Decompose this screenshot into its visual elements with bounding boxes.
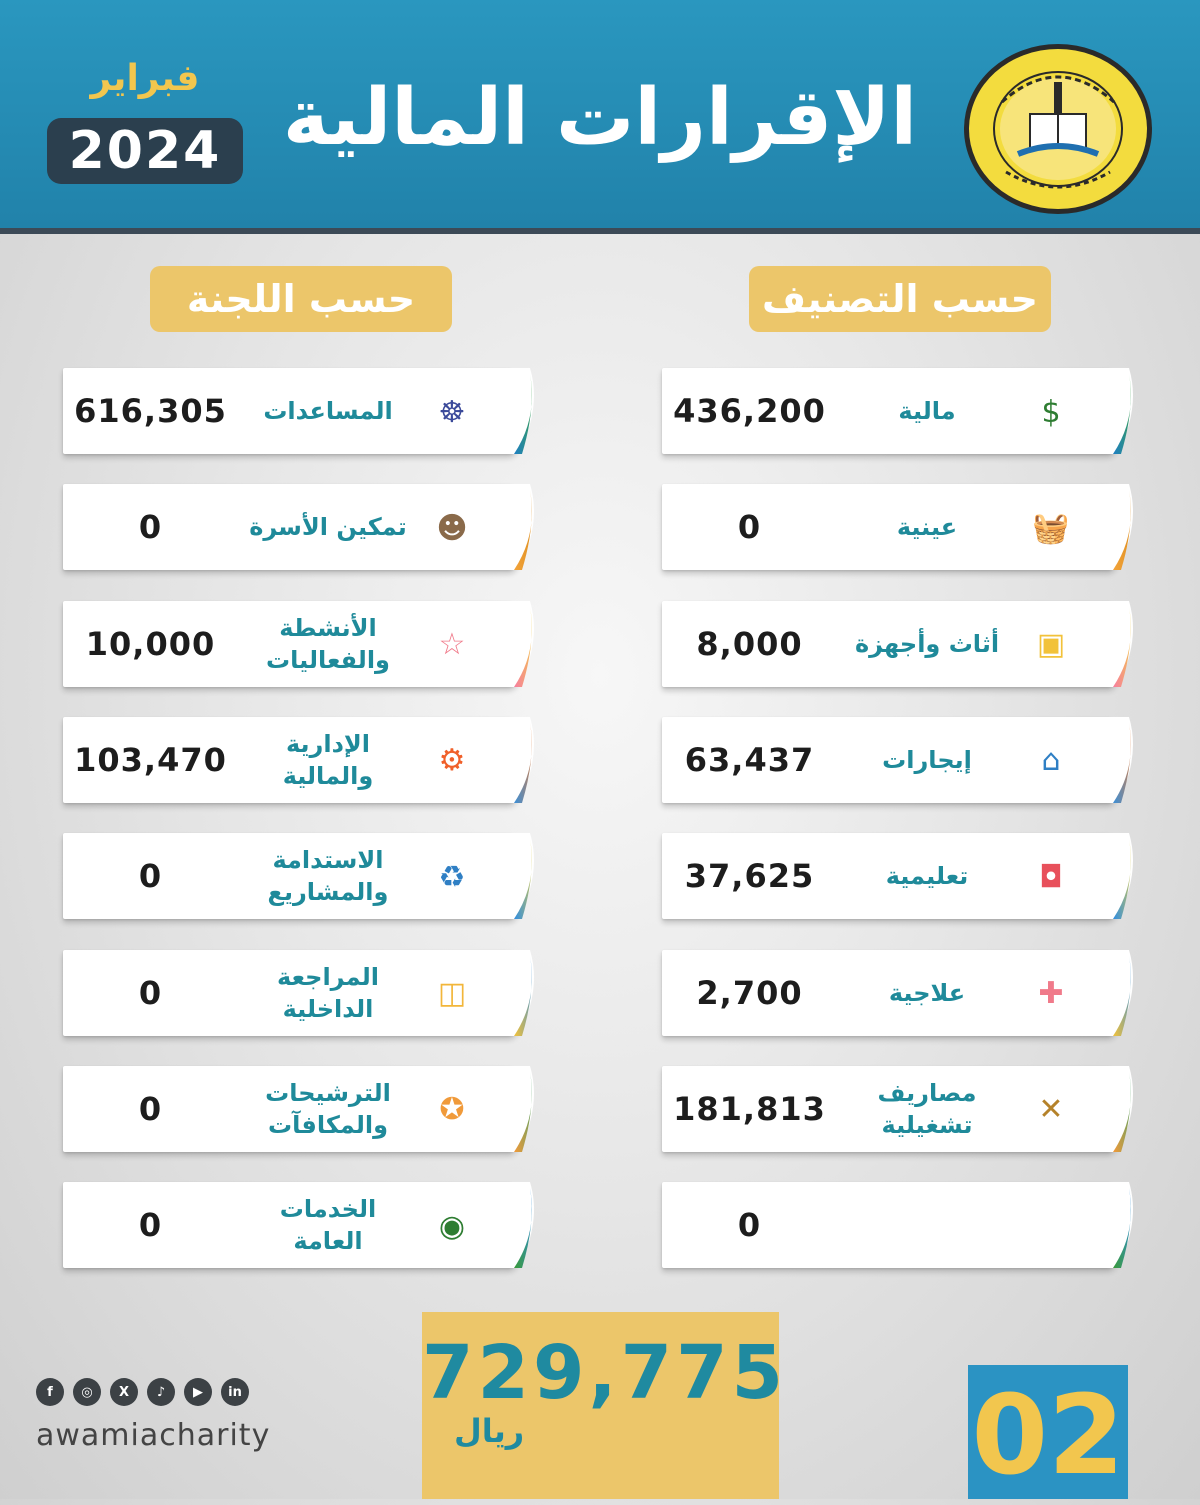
tools-icon: ✕ (1038, 1092, 1064, 1128)
item-label: الاستدامة والمشاريع (267, 846, 389, 907)
list-item (662, 1066, 1117, 1152)
list-item (63, 833, 518, 919)
award-badge-icon: ✪ (439, 1092, 465, 1128)
item-label: الأنشطة والفعاليات (266, 613, 390, 674)
item-label: المساعدات (263, 397, 393, 425)
item-value: 0 (138, 1206, 163, 1245)
public-services-icon: ◉ (438, 1208, 466, 1244)
list-item (662, 484, 1117, 570)
page-curl-decoration (508, 368, 548, 454)
page-curl-decoration (1107, 601, 1147, 687)
page-curl-decoration (1107, 833, 1147, 919)
facebook-icon[interactable]: f (36, 1378, 64, 1406)
medicine-icon: ✚ (1038, 976, 1064, 1011)
hand-coin-icon: $ (1041, 394, 1061, 430)
item-value: 616,305 (74, 392, 227, 430)
backpack-icon: ◘ (1039, 859, 1063, 895)
linkedin-icon[interactable]: in (221, 1378, 249, 1406)
item-value: 2,700 (696, 973, 803, 1012)
page-curl-decoration (508, 484, 548, 570)
year-badge: 2024 (47, 118, 243, 184)
item-label: الخدمات العامة (279, 1195, 377, 1256)
calendar-star-icon: ☆ (438, 627, 466, 663)
item-label: عينية (896, 513, 958, 542)
page-curl-decoration (508, 833, 548, 919)
social-icons (36, 1378, 249, 1406)
family-icon: ☻ (436, 510, 468, 546)
item-value: 0 (737, 1206, 762, 1245)
item-value: 0 (138, 857, 163, 896)
social-handle[interactable]: awamiacharity (36, 1418, 271, 1453)
list-item (662, 950, 1117, 1036)
total-box (422, 1312, 788, 1499)
item-value: 0 (138, 1089, 163, 1128)
charity-seal-logo (962, 42, 1154, 217)
page-number-box (968, 1365, 1128, 1499)
list-item (63, 950, 518, 1036)
page-curl-decoration (1107, 1066, 1147, 1152)
page-curl-decoration (508, 1182, 548, 1268)
list-item (63, 1182, 518, 1268)
item-label: المراجعة الداخلية (277, 962, 379, 1023)
list-item (63, 368, 518, 454)
item-value: 436,200 (673, 392, 826, 430)
item-label: تمكين الأسرة (249, 513, 407, 542)
page-title: الإقرارات المالية (282, 73, 918, 163)
item-value: 63,437 (684, 740, 815, 779)
item-value: 10,000 (85, 624, 216, 663)
item-value: 0 (737, 508, 762, 547)
committee-column-title: حسب اللجنة (150, 266, 452, 332)
instagram-icon[interactable]: ◎ (73, 1378, 101, 1406)
sustainability-icon: ♻ (438, 859, 466, 895)
item-label: أثاث وأجهزة (854, 629, 1000, 658)
page-curl-decoration (1107, 368, 1147, 454)
header-divider (0, 228, 1200, 234)
item-label: الإدارية والمالية (282, 729, 374, 790)
list-item (662, 601, 1117, 687)
list-item (63, 1066, 518, 1152)
list-item (63, 601, 518, 687)
item-value: 0 (138, 508, 163, 547)
page-curl-decoration (508, 1066, 548, 1152)
item-label: مصاريف تشغيلية (877, 1078, 977, 1139)
item-value: 37,625 (684, 857, 815, 896)
item-label: مالية (898, 397, 956, 425)
house-icon: ⌂ (1041, 743, 1061, 779)
list-item (662, 833, 1117, 919)
list-item (63, 717, 518, 803)
item-value: 181,813 (673, 1089, 826, 1128)
item-label (847, 1182, 1007, 1268)
tiktok-icon[interactable]: ♪ (147, 1378, 175, 1406)
item-value: 8,000 (696, 624, 803, 663)
page-curl-decoration (508, 601, 548, 687)
appliances-icon: ▣ (1036, 627, 1066, 663)
total-currency: ريال (454, 1412, 525, 1450)
page-number: 02 (971, 1371, 1125, 1499)
x-icon[interactable]: X (110, 1378, 138, 1406)
finance-gear-icon: ⚙ (438, 743, 466, 779)
classification-column-title: حسب التصنيف (749, 266, 1051, 332)
list-item (662, 717, 1117, 803)
item-value: 103,470 (74, 740, 227, 779)
total-value: 729,775 (422, 1330, 788, 1416)
page-curl-decoration (1107, 717, 1147, 803)
item-label: الترشيحات والمكافآت (265, 1078, 391, 1139)
helping-hands-icon: ☸ (438, 394, 466, 430)
audit-report-icon: ◫ (437, 976, 467, 1011)
page-curl-decoration (1107, 1182, 1147, 1268)
page-curl-decoration (1107, 484, 1147, 570)
item-label: إيجارات (882, 745, 972, 774)
item-label: علاجية (888, 978, 966, 1007)
list-item (63, 484, 518, 570)
page-curl-decoration (508, 950, 548, 1036)
page-curl-decoration (1107, 950, 1147, 1036)
list-item (662, 1182, 1117, 1268)
list-item (662, 368, 1117, 454)
page-curl-decoration (508, 717, 548, 803)
item-label: تعليمية (885, 862, 969, 891)
food-basket-icon: 🧺 (1032, 510, 1070, 546)
youtube-icon[interactable]: ▶ (184, 1378, 212, 1406)
item-value: 0 (138, 973, 163, 1012)
month-label: فبراير (90, 58, 200, 99)
